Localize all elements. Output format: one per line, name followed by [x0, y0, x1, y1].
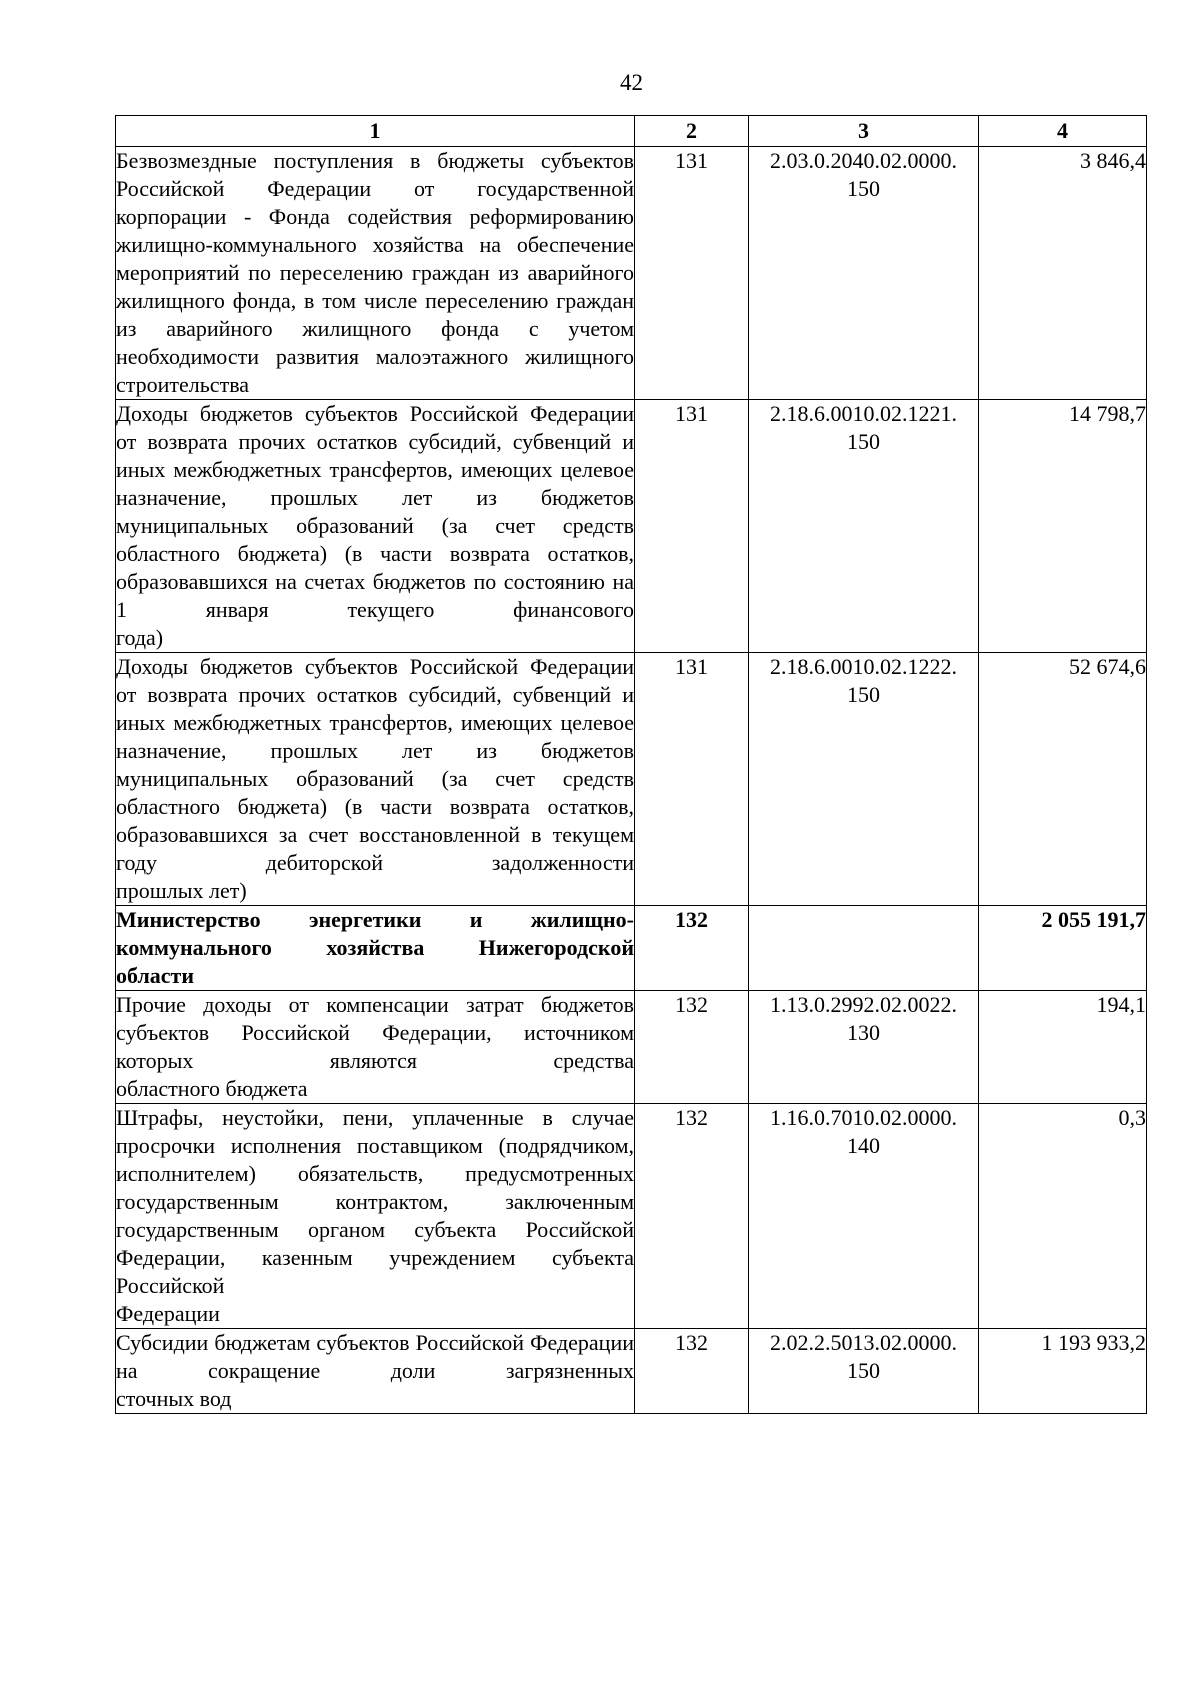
row-name-last-line: Федерации: [116, 1301, 220, 1326]
row-classification-code: [749, 906, 979, 991]
classification-code-part-2: 150: [847, 1358, 880, 1383]
row-amount: 14 798,7: [979, 400, 1147, 653]
table-row: [116, 991, 1147, 1104]
classification-code-part-1: 2.18.6.0010.02.1222.: [770, 654, 957, 679]
page-number: 42: [620, 70, 643, 95]
row-admin-code: 132: [635, 991, 749, 1104]
column-header-2: 2: [635, 116, 749, 147]
row-name-cell: [116, 991, 635, 1104]
row-name-text: Прочие доходы от компенсации затрат бюджетов субъектов Российской Федерации, источником которых являются средства: [116, 992, 634, 1073]
table-row: [116, 653, 1147, 906]
row-classification-code: [749, 653, 979, 906]
row-classification-code: [749, 1104, 979, 1329]
table-row: [116, 1329, 1147, 1414]
table-header-row: [116, 116, 1147, 147]
row-name-text: Безвозмездные поступления в бюджеты субъектов Российской Федерации от государственной корпорации - Фонда содействия реформированию жилищно-коммунального хозяйства на обеспечение мероприятий по переселению граждан из аварийного жилищного фонда, в том числе переселению граждан из аварийного жилищного фонда с учетом необходимости развития малоэтажного жилищного: [116, 148, 634, 369]
classification-code-part-1: 2.03.0.2040.02.0000.: [770, 148, 957, 173]
row-admin-code: 131: [635, 653, 749, 906]
row-admin-code: 132: [635, 1329, 749, 1414]
classification-code-part-1: 1.13.0.2992.02.0022.: [770, 992, 957, 1017]
row-name-cell: [116, 906, 635, 991]
row-name-text: Доходы бюджетов субъектов Российской Федерации от возврата прочих остатков субсидий, субвенций и иных межбюджетных трансфертов, имеющих целевое назначение, прошлых лет из бюджетов муниципальных образований (за счет средств областного бюджета) (в части возврата остатков, образовавшихся на счетах бюджетов по состоянию на 1 января текущего финансового: [116, 401, 634, 622]
row-classification-code: [749, 147, 979, 400]
classification-code-part-2: 140: [847, 1133, 880, 1158]
row-name-last-line: областного бюджета: [116, 1076, 308, 1101]
row-amount: 0,3: [979, 1104, 1147, 1329]
row-amount: 194,1: [979, 991, 1147, 1104]
row-name-last-line: года): [116, 625, 164, 650]
classification-code-part-2: 150: [847, 176, 880, 201]
row-amount: 3 846,4: [979, 147, 1147, 400]
table-row: [116, 906, 1147, 991]
column-header-4: 4: [979, 116, 1147, 147]
row-name-cell: [116, 1104, 635, 1329]
classification-code-part-2: 150: [847, 429, 880, 454]
table-row: [116, 1104, 1147, 1329]
classification-code-part-1: 2.02.2.5013.02.0000.: [770, 1330, 957, 1355]
classification-code-part-2: 150: [847, 682, 880, 707]
row-amount: 1 193 933,2: [979, 1329, 1147, 1414]
row-name-last-line: сточных вод: [116, 1386, 232, 1411]
classification-code-part-2: 130: [847, 1020, 880, 1045]
row-name-last-line: строительства: [116, 372, 250, 397]
row-amount: 2 055 191,7: [979, 906, 1147, 991]
row-admin-code: 132: [635, 1104, 749, 1329]
row-name-cell: [116, 400, 635, 653]
table-row: [116, 400, 1147, 653]
row-name-text: Штрафы, неустойки, пени, уплаченные в случае просрочки исполнения поставщиком (подрядчиком, исполнителем) обязательств, предусмотренных государственным контрактом, заключенным государственным органом субъекта Российской Федерации, казенным учреждением субъекта Российской: [116, 1105, 634, 1298]
classification-code-part-1: 1.16.0.7010.02.0000.: [770, 1105, 957, 1130]
row-admin-code: 131: [635, 147, 749, 400]
row-name-text: Субсидии бюджетам субъектов Российской Федерации на сокращение доли загрязненных: [116, 1330, 634, 1383]
row-classification-code: [749, 400, 979, 653]
column-header-3: 3: [749, 116, 979, 147]
row-admin-code: 131: [635, 400, 749, 653]
row-admin-code: 132: [635, 906, 749, 991]
row-amount: 52 674,6: [979, 653, 1147, 906]
column-header-1: 1: [116, 116, 635, 147]
revenue-table: [115, 115, 1147, 1414]
row-name-text: Доходы бюджетов субъектов Российской Федерации от возврата прочих остатков субсидий, субвенций и иных межбюджетных трансфертов, имеющих целевое назначение, прошлых лет из бюджетов муниципальных образований (за счет средств областного бюджета) (в части возврата остатков, образовавшихся за счет восстановленной в текущем году дебиторской задолженности: [116, 654, 634, 875]
row-classification-code: [749, 991, 979, 1104]
row-name-last-line: прошлых лет): [116, 878, 247, 903]
classification-code-part-1: 2.18.6.0010.02.1221.: [770, 401, 957, 426]
row-name-cell: [116, 1329, 635, 1414]
row-name-cell: [116, 653, 635, 906]
row-classification-code: [749, 1329, 979, 1414]
table-row: [116, 147, 1147, 400]
row-name-last-line: области: [116, 963, 195, 988]
row-name-text: Министерство энергетики и жилищно-коммунального хозяйства Нижегородской: [116, 907, 634, 960]
row-name-cell: [116, 147, 635, 400]
